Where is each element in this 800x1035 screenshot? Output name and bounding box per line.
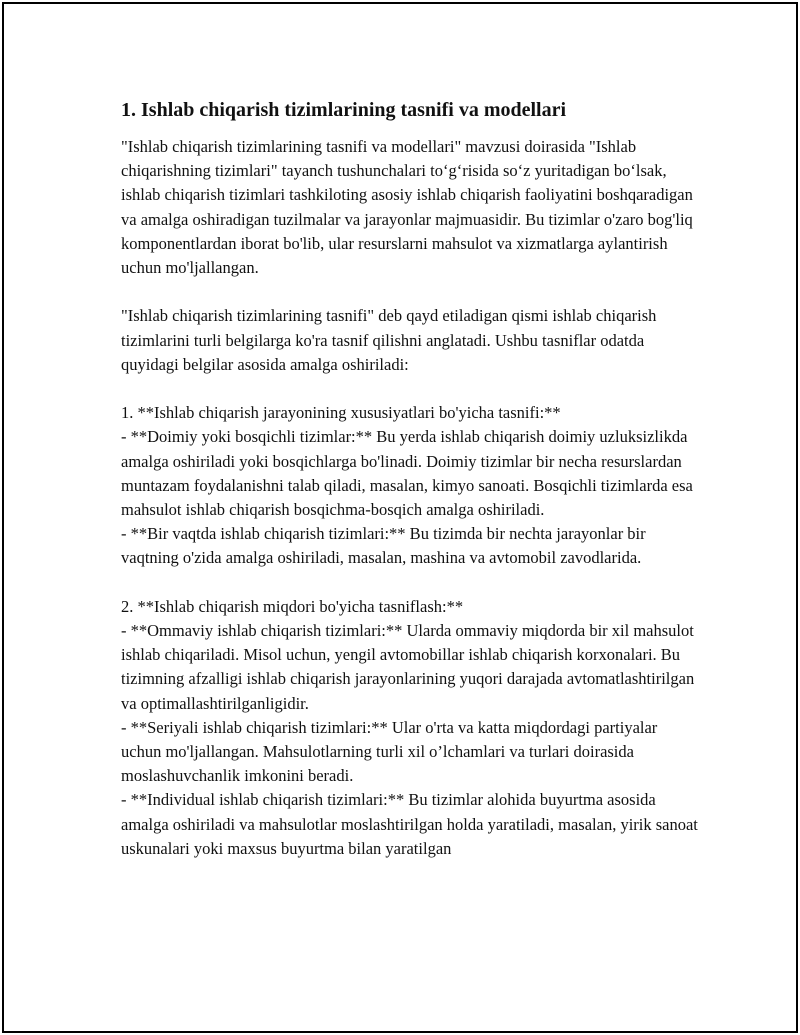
paragraph-volume-types: 2. **Ishlab chiqarish miqdori bo'yicha tasniflash:** - **Ommaviy ishlab chiqarish tizimlari:** Ularda ommaviy miqdorda bir xil mahsulot ishlab chiqariladi. Misol uchun, yengil avtomobillar ishlab chiqarish korxonalari. Bu tizimning afzalligi ishlab chiqarish jarayonlarining yuqori darajada avtomatlashtirilgan va optimallashtirilganligidir. - **Seriyali ishlab chiqarish tizimlari:** Ular o'rta va katta miqdordagi partiyalar uchun mo'ljallangan. Mahsulotlarning turli xil o’lchamlari va turlari doirasida moslashuvchanlik imkonini beradi. - **Individual ishlab chiqarish tizimlari:** Bu tizimlar alohida buyurtma asosida amalga oshiriladi va mahsulotlar moslashtirilgan holda yaratiladi, masalan, yirik sanoat uskunalari yoki maxsus buyurtma bilan yaratilgan [121,596,698,858]
paragraph-intro: "Ishlab chiqarish tizimlarining tasnifi va modellari" mavzusi doirasida "Ishlab chiqarishning tizimlari" tayanch tushunchalari to‘g‘risida so‘z yuritadigan bo‘lsak, ishlab chiqarish tizimlari tashkiloting asosiy ishlab chiqarish faoliyatini boshqaradigan va amalga oshiradigan tuzilmalar va jarayonlar majmuasidir. Bu tizimlar o'zaro bog'liq komponentlardan iborat bo'lib, ular resurslarni mahsulot va xizmatlarga aylantirish uchun mo'ljallangan. [121,137,693,278]
paragraph-classification: "Ishlab chiqarish tizimlarining tasnifi" deb qayd etiladigan qismi ishlab chiqarish tizimlarini turli belgilarga ko'ra tasnif qilishni anglatadi. Ushbu tasniflar odatda quyidagi belgilar asosida amalga oshiriladi: [121,306,657,374]
document-body [121,96,701,885]
document-title: 1. Ishlab chiqarish tizimlarining tasnifi va modellari [121,99,567,121]
paragraph-process-types: 1. **Ishlab chiqarish jarayonining xususiyatlari bo'yicha tasnifi:** - **Doimiy yoki bosqichli tizimlar:** Bu yerda ishlab chiqarish doimiy uzluksizlikda amalga oshiriladi yoki bosqichlarga bo'linadi. Doimiy tizimlar bir necha resurslardan muntazam foydalanishni talab qiladi, masalan, kimyo sanoati. Bosqichli tizimlarda esa mahsulot ishlab chiqarish bosqichma-bosqich amalga oshiriladi. - **Bir vaqtda ishlab chiqarish tizimlari:** Bu tizimda bir nechta jarayonlar bir vaqtning o'zida amalga oshiriladi, masalan, mashina va avtomobil zavodlarida. [121,403,693,568]
page-frame [2,2,798,1033]
